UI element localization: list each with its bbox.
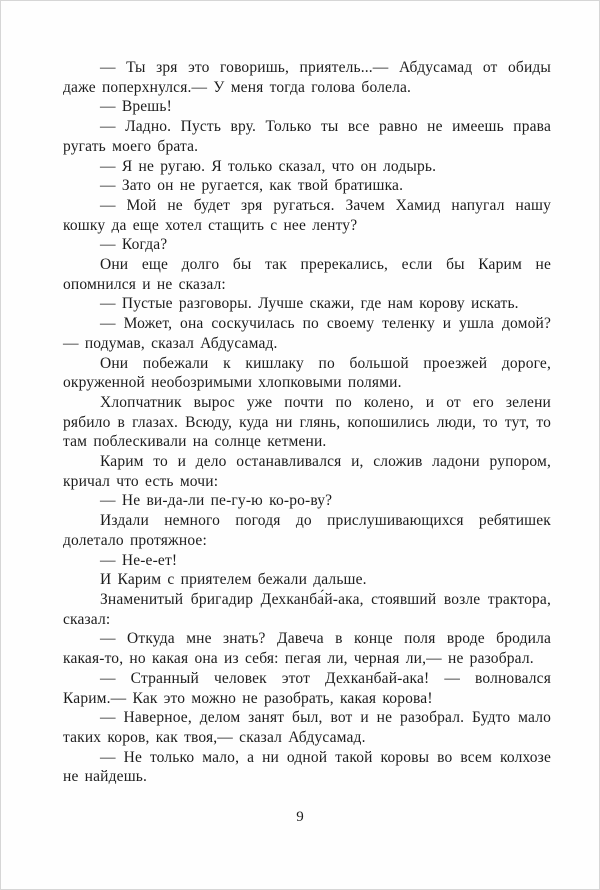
paragraph: — Ты зря это говоришь, приятель...— Абдусамад от обиды даже поперхнулся.— У меня тогда голова болела. [63, 59, 551, 96]
paragraph: — Откуда мне знать? Давеча в конце поля вроде бродила какая-то, но какая она из себя: пегая ли, черная ли,— не разобрал. [63, 630, 551, 668]
paragraph: Карим то и дело останавливался и, сложив ладони рупором, кричал что есть мочи: [63, 453, 551, 490]
paragraph: — Мой не будет зря ругаться. Зачем Хамид напугал нашу кошку да еще хотел стащить с нее ленту? [63, 196, 551, 234]
paragraph: — Я не ругаю. Я только сказал, что он лодырь. [100, 157, 437, 175]
paragraph: — Врешь! [100, 98, 172, 116]
paragraph: — Не ви-да-ли пе-гу-ю ко-ро-ву? [100, 492, 333, 510]
paragraph: Хлопчатник вырос уже почти по колено, и от его зелени рябило в глазах. Всюду, куда ни глянь, копошились люди, то тут, то там поблескивали на солнце кетмени. [63, 393, 551, 451]
paragraph: — Не-е-ет! [100, 551, 178, 569]
paragraph: — Зато он не ругается, как твой братишка. [100, 177, 404, 195]
page-text [63, 58, 551, 787]
paragraph: — Может, она соскучилась по своему теленку и ушла домой? — подумав, сказал Абдусамад. [63, 315, 551, 352]
page-number: 9 [296, 809, 304, 825]
paragraph: — Странный человек этот Дехканбай-ака! — волновался Карим.— Как это можно не разобрать, какая корова! [63, 669, 551, 707]
paragraph: — Когда? [100, 236, 168, 254]
paragraph: Издали немного погодя до прислушивающихся ребятишек долетало протяжное: [63, 512, 551, 549]
paragraph: Знаменитый бригадир Дехканба́й-ака, стоявший возле трактора, сказал: [63, 590, 551, 628]
paragraph: — Ладно. Пусть вру. Только ты все равно не имеешь права ругать моего брата. [63, 118, 551, 155]
paragraph: Они еще долго бы так пререкались, если бы Карим не опомнился и не сказал: [63, 256, 551, 293]
paragraph: Они побежали к кишлаку по большой проезжей дороге, окруженной необозримыми хлопковыми полями. [63, 354, 551, 392]
paragraph: — Не только мало, а ни одной такой коровы во всем колхозе не найдешь. [63, 748, 551, 786]
paragraph: — Пустые разговоры. Лучше скажи, где нам корову искать. [100, 295, 519, 313]
paragraph: — Наверное, делом занят был, вот и не разобрал. Будто мало таких коров, как твоя,— сказал Абдусамад. [63, 709, 551, 746]
paragraph: И Карим с приятелем бежали дальше. [100, 571, 367, 589]
